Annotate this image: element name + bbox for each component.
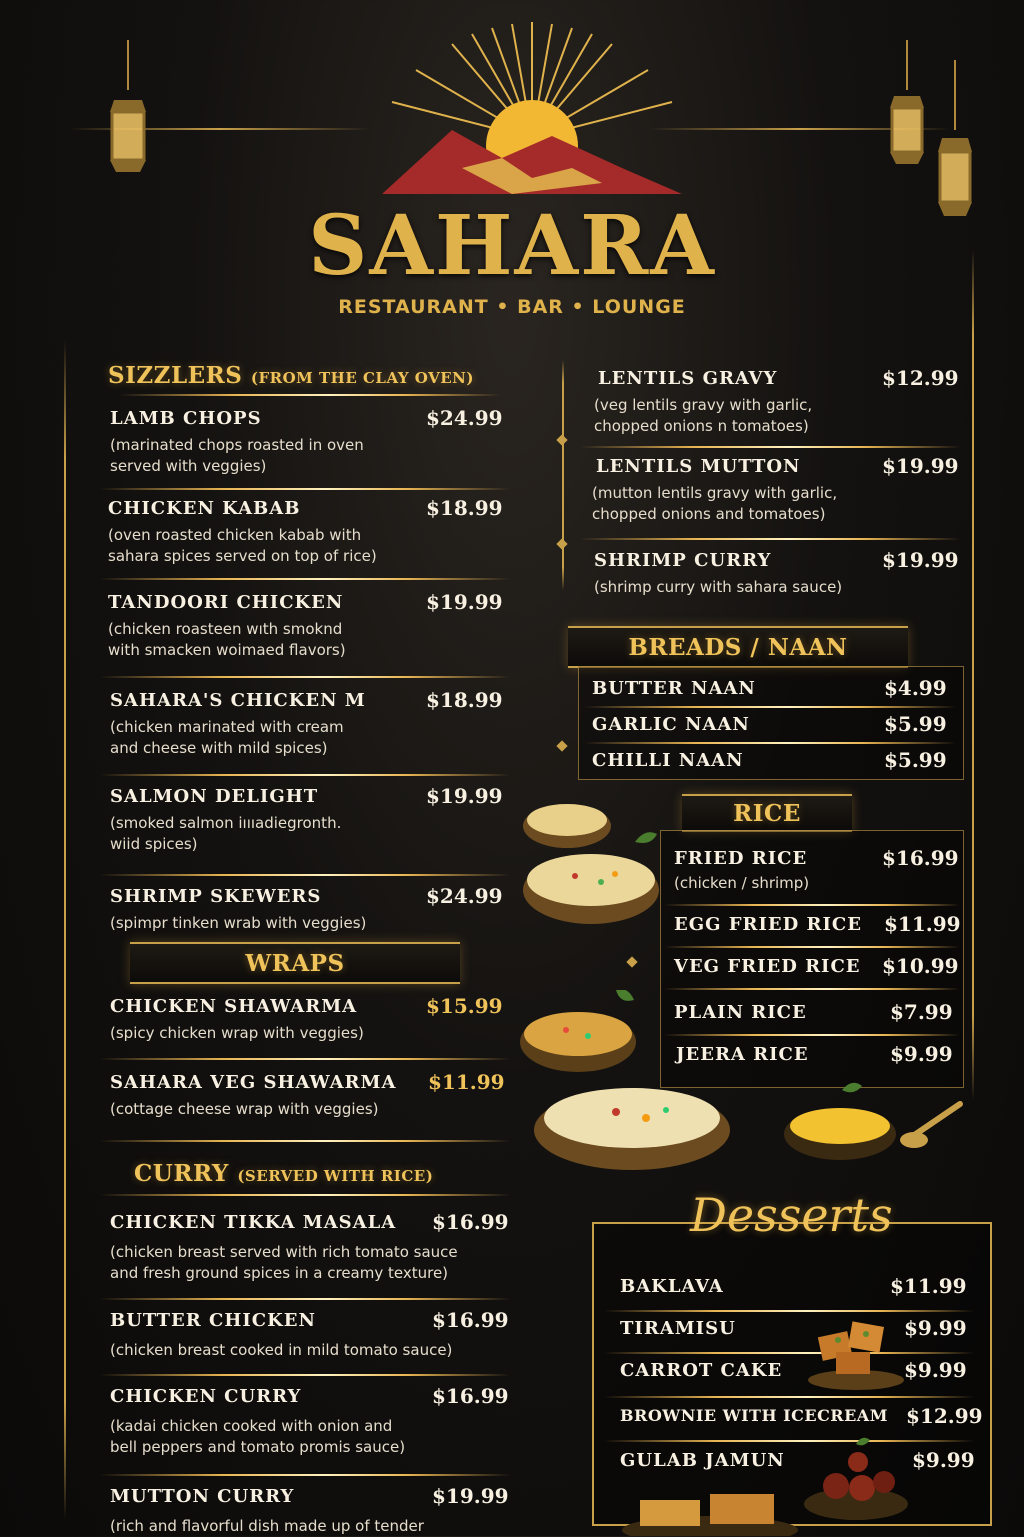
divider <box>584 706 956 708</box>
item-description-line: (cottage cheese wrap with veggies) <box>110 1100 379 1118</box>
item-price: $16.99 <box>432 1308 509 1332</box>
lantern-icon <box>100 40 156 180</box>
divider <box>664 946 960 948</box>
item-description-line: chopped onions n tomatoes) <box>594 417 809 435</box>
item-description-line: (veg lentils gravy with garlic, <box>594 396 813 414</box>
item-name: BAKLAVA <box>620 1276 724 1297</box>
item-price: $5.99 <box>884 712 947 736</box>
item-description-line: and fresh ground spices in a creamy texture) <box>110 1264 449 1282</box>
item-description <box>110 717 344 759</box>
biryani-platter-illustration <box>516 990 766 1180</box>
item-price: $9.99 <box>904 1316 967 1340</box>
divider <box>664 904 960 906</box>
right-border <box>972 250 974 1100</box>
item-description-line: wiid spices) <box>110 835 198 853</box>
item-description-line: (mutton lentils gravy with garlic, <box>592 484 838 502</box>
item-price: $16.99 <box>432 1384 509 1408</box>
item-description-line: (oven roasted chicken kabab with <box>108 526 362 544</box>
left-border <box>64 340 66 1520</box>
item-description-line: (spimpr tinken wrab with veggies) <box>110 914 367 932</box>
desserts-title: Desserts <box>690 1188 893 1242</box>
divider <box>604 1352 974 1354</box>
divider <box>604 1310 974 1312</box>
item-name: LENTILS MUTTON <box>596 456 801 477</box>
item-description-line: sahara spices served on top of rice) <box>108 547 377 565</box>
item-price: $5.99 <box>884 748 947 772</box>
rice-title: RICE <box>733 799 801 827</box>
item-description <box>110 1416 405 1458</box>
divider <box>100 578 510 580</box>
item-description-line: (chicken breast cooked in mild tomato sauce) <box>110 1341 453 1359</box>
rice-bowl-illustration <box>505 790 665 940</box>
item-name: SAHARA VEG SHAWARMA <box>110 1072 397 1093</box>
item-name: FRIED RICE <box>674 848 808 869</box>
item-price: $18.99 <box>426 496 503 520</box>
divider <box>100 774 510 776</box>
item-description-line: chopped onions and tomatoes) <box>592 505 826 523</box>
item-price: $19.99 <box>426 590 503 614</box>
divider <box>604 1396 974 1398</box>
item-price: $11.99 <box>428 1070 505 1094</box>
item-description-line: (rich and flavorful dish made up of tender <box>110 1517 424 1535</box>
item-name: SHRIMP SKEWERS <box>110 886 322 907</box>
item-name: CHICKEN TIKKA MASALA <box>110 1212 397 1233</box>
item-price: $19.99 <box>432 1484 509 1508</box>
ornament-diamond <box>556 434 567 445</box>
item-description-line: served with veggies) <box>110 457 267 475</box>
item-name: VEG FRIED RICE <box>674 956 861 977</box>
brand-name: SAHARA <box>308 198 716 294</box>
item-description <box>110 1242 458 1284</box>
item-description-line: bell peppers and tomato promis sauce) <box>110 1438 406 1456</box>
item-name: LAMB CHOPS <box>110 408 262 429</box>
item-description <box>592 483 837 525</box>
item-name: BROWNIE WITH ICECREAM <box>620 1406 888 1425</box>
item-description-line: (chicken marinated with cream <box>110 718 344 736</box>
item-name: PLAIN RICE <box>674 1002 807 1023</box>
item-description-line: (kadai chicken cooked with onion and <box>110 1417 393 1435</box>
item-price: $16.99 <box>882 846 959 870</box>
item-description <box>108 619 346 661</box>
item-description-line: with smacken woimaed flavors) <box>108 641 346 659</box>
sizzlers-title <box>108 362 474 389</box>
divider <box>120 394 500 396</box>
ornament-diamond <box>556 740 567 751</box>
item-name: CHILLI NAAN <box>592 750 744 771</box>
item-description <box>110 1023 364 1044</box>
item-price: $24.99 <box>426 406 503 430</box>
item-name: LENTILS GRAVY <box>598 368 778 389</box>
item-description-line: (chicken / shrimp) <box>674 874 810 892</box>
curry-title-text: CURRY <box>134 1160 229 1187</box>
divider <box>100 1140 510 1142</box>
divider <box>604 1440 974 1442</box>
divider <box>100 1298 510 1300</box>
breads-title: BREADS / NAAN <box>628 633 848 661</box>
item-description-line: (smoked salmon iıııadiegronth. <box>110 814 342 832</box>
divider <box>100 1194 510 1196</box>
divider <box>580 538 960 540</box>
item-description <box>110 435 364 477</box>
item-description <box>110 813 341 855</box>
item-price: $12.99 <box>906 1404 983 1428</box>
item-price: $4.99 <box>884 676 947 700</box>
item-name: EGG FRIED RICE <box>674 914 862 935</box>
item-name: SAHARA'S CHICKEN M <box>110 690 366 711</box>
item-price: $15.99 <box>426 994 503 1018</box>
item-name: BUTTER CHICKEN <box>110 1310 316 1331</box>
item-price: $10.99 <box>882 954 959 978</box>
wraps-banner <box>130 942 460 984</box>
item-price: $9.99 <box>912 1448 975 1472</box>
divider <box>100 488 510 490</box>
divider <box>580 446 960 448</box>
lantern-icon <box>882 40 932 180</box>
item-description <box>110 1340 452 1361</box>
item-name: BUTTER NAAN <box>592 678 756 699</box>
item-price: $16.99 <box>432 1210 509 1234</box>
item-description-line: (chicken breast served with rich tomato sauce <box>110 1243 458 1261</box>
ornament-diamond <box>626 956 637 967</box>
divider <box>100 676 510 678</box>
divider <box>100 1474 510 1476</box>
item-name: TANDOORI CHICKEN <box>108 592 344 613</box>
item-description-line: (shrimp curry with sahara sauce) <box>594 578 843 596</box>
item-name: CARROT CAKE <box>620 1360 783 1381</box>
breads-banner <box>568 626 908 668</box>
item-name: TIRAMISU <box>620 1318 736 1339</box>
baklava-illustration <box>806 1304 906 1394</box>
item-description <box>594 395 812 437</box>
item-description <box>110 1516 424 1537</box>
item-description <box>110 1099 379 1120</box>
item-description <box>108 525 377 567</box>
item-price: $12.99 <box>882 366 959 390</box>
item-name: GARLIC NAAN <box>592 714 750 735</box>
divider <box>100 1374 510 1376</box>
item-name: SHRIMP CURRY <box>594 550 772 571</box>
item-description-line: (marinated chops roasted in oven <box>110 436 364 454</box>
item-description <box>674 873 809 894</box>
divider <box>100 1058 510 1060</box>
curry-title <box>134 1160 433 1187</box>
item-name: CHICKEN SHAWARMA <box>110 996 358 1017</box>
divider <box>584 742 956 744</box>
curry-subtitle: (SERVED WITH RICE) <box>237 1167 434 1185</box>
divider <box>100 874 510 876</box>
item-price: $7.99 <box>890 1000 953 1024</box>
gulab-jamun-illustration <box>800 1434 910 1524</box>
ornament-diamond <box>556 538 567 549</box>
rice-banner <box>682 794 852 832</box>
sizzlers-title-text: SIZZLERS <box>108 362 243 389</box>
wraps-title: WRAPS <box>245 949 345 977</box>
item-name: MUTTON CURRY <box>110 1486 295 1507</box>
sizzlers-subtitle: (FROM THE CLAY OVEN) <box>250 369 474 387</box>
item-name: CHICKEN KABAB <box>108 498 301 519</box>
item-price: $9.99 <box>890 1042 953 1066</box>
item-price: $24.99 <box>426 884 503 908</box>
item-description-line: (chicken roasteen wıth smoknd <box>108 620 343 638</box>
item-name: SALMON DELIGHT <box>110 786 319 807</box>
pastry-illustration <box>620 1480 800 1536</box>
item-price: $19.99 <box>882 454 959 478</box>
item-name: CHICKEN CURRY <box>110 1386 302 1407</box>
item-name: GULAB JAMUN <box>620 1450 785 1471</box>
item-description <box>594 577 842 598</box>
brand-tagline: RESTAURANT • BAR • LOUNGE <box>338 296 686 318</box>
item-description-line: (spicy chicken wrap with veggies) <box>110 1024 364 1042</box>
item-price: $11.99 <box>884 912 961 936</box>
item-price: $19.99 <box>882 548 959 572</box>
item-name: JEERA RICE <box>676 1044 809 1065</box>
item-price: $9.99 <box>904 1358 967 1382</box>
item-price: $18.99 <box>426 688 503 712</box>
item-description <box>110 913 366 934</box>
corn-bowl-illustration <box>780 1076 970 1166</box>
item-price: $19.99 <box>426 784 503 808</box>
item-description-line: and cheese with mild spices) <box>110 739 328 757</box>
item-price: $11.99 <box>890 1274 967 1298</box>
center-border <box>562 360 564 590</box>
